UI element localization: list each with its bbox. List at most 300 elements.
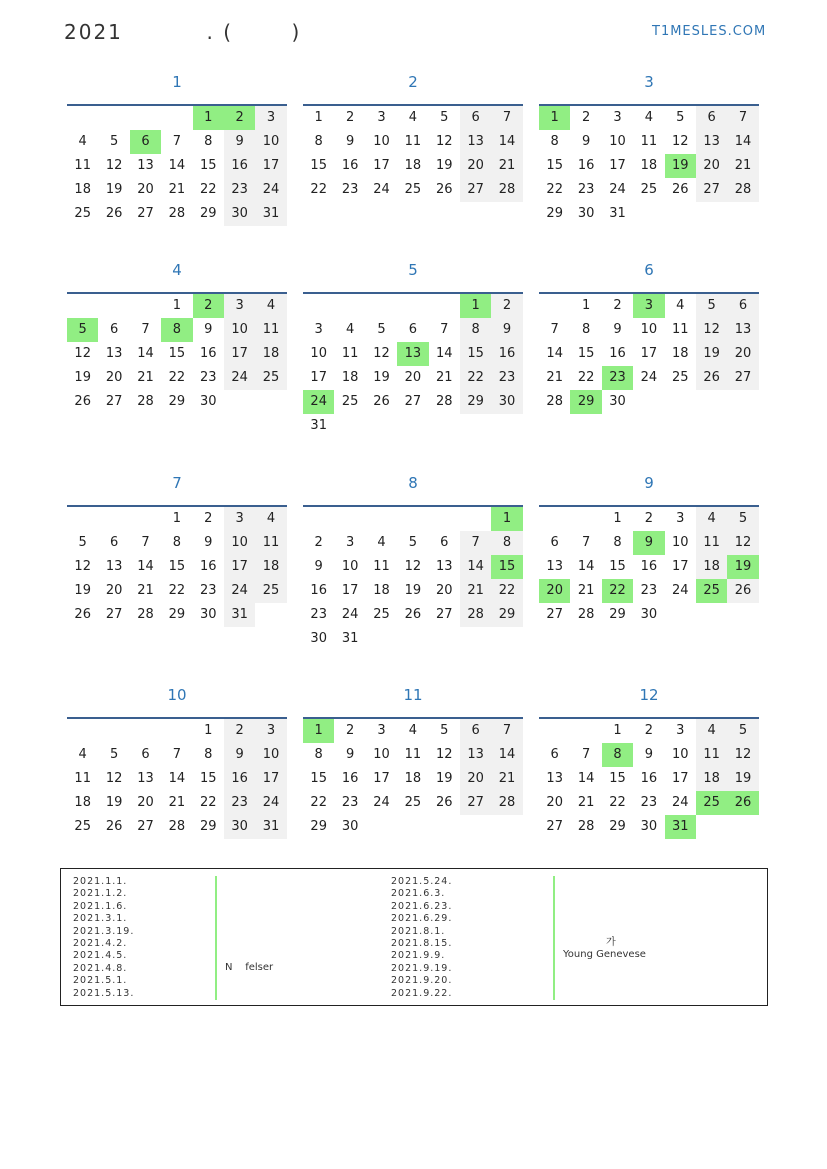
- day-cell[interactable]: 4: [255, 294, 286, 318]
- day-cell[interactable]: 21: [577, 583, 595, 598]
- day-cell[interactable]: 12: [435, 747, 453, 762]
- day-cell[interactable]: 4: [377, 535, 386, 550]
- day-cell[interactable]: 13: [435, 559, 453, 574]
- day-cell[interactable]: 15: [310, 771, 327, 786]
- day-cell[interactable]: 25: [74, 206, 91, 221]
- day-cell[interactable]: 16: [640, 771, 658, 786]
- day-cell[interactable]: 2: [224, 719, 255, 743]
- day-cell[interactable]: 11: [255, 531, 286, 555]
- day-cell[interactable]: 24: [609, 182, 626, 197]
- day-cell[interactable]: 15: [168, 559, 186, 574]
- day-cell[interactable]: 30: [640, 607, 658, 622]
- day-cell[interactable]: 9: [613, 322, 622, 337]
- day-cell[interactable]: 7: [727, 106, 758, 130]
- day-cell[interactable]: 31: [255, 815, 286, 839]
- day-cell[interactable]: 17: [373, 771, 390, 786]
- day-cell[interactable]: 2: [345, 110, 355, 125]
- day-cell[interactable]: 29: [491, 603, 522, 627]
- day-cell[interactable]: 7: [141, 535, 150, 550]
- day-cell[interactable]: 21: [137, 583, 154, 598]
- day-cell[interactable]: 1: [172, 511, 181, 526]
- day-cell[interactable]: 20: [460, 154, 491, 178]
- day-cell[interactable]: 1: [193, 106, 224, 130]
- day-cell[interactable]: 26: [105, 206, 123, 221]
- day-cell[interactable]: 14: [460, 555, 491, 579]
- day-cell[interactable]: 22: [460, 366, 491, 390]
- day-cell[interactable]: 18: [404, 771, 422, 786]
- day-cell[interactable]: 15: [310, 158, 327, 173]
- day-cell[interactable]: 19: [696, 342, 727, 366]
- day-cell[interactable]: 25: [696, 579, 727, 603]
- day-cell[interactable]: 4: [345, 322, 355, 337]
- day-cell[interactable]: 20: [105, 583, 123, 598]
- day-cell[interactable]: 5: [696, 294, 727, 318]
- day-cell[interactable]: 13: [105, 346, 123, 361]
- day-cell[interactable]: 9: [314, 559, 323, 574]
- day-cell[interactable]: 31: [255, 202, 286, 226]
- day-cell[interactable]: 6: [460, 719, 491, 743]
- day-cell[interactable]: 9: [491, 318, 522, 342]
- day-cell[interactable]: 14: [168, 771, 186, 786]
- day-cell[interactable]: 14: [168, 158, 186, 173]
- day-cell[interactable]: 10: [224, 531, 255, 555]
- day-cell[interactable]: 19: [435, 771, 453, 786]
- day-cell[interactable]: 13: [460, 743, 491, 767]
- day-cell[interactable]: 7: [491, 106, 522, 130]
- day-cell[interactable]: 24: [373, 182, 390, 197]
- day-cell[interactable]: 25: [640, 182, 658, 197]
- day-cell[interactable]: 8: [204, 134, 213, 149]
- day-cell[interactable]: 29: [310, 819, 327, 834]
- day-cell[interactable]: 29: [546, 206, 563, 221]
- day-cell[interactable]: 24: [303, 390, 334, 414]
- day-cell[interactable]: 13: [105, 559, 123, 574]
- day-cell[interactable]: 27: [137, 819, 154, 834]
- day-cell[interactable]: 20: [404, 370, 422, 385]
- day-cell[interactable]: 8: [460, 318, 491, 342]
- day-cell[interactable]: 29: [168, 607, 186, 622]
- day-cell[interactable]: 17: [310, 370, 327, 385]
- day-cell[interactable]: 19: [74, 583, 91, 598]
- day-cell[interactable]: 21: [168, 182, 186, 197]
- day-cell[interactable]: 26: [671, 182, 689, 197]
- day-cell[interactable]: 28: [168, 206, 186, 221]
- day-cell[interactable]: 4: [408, 110, 417, 125]
- day-cell[interactable]: 8: [581, 322, 591, 337]
- day-cell[interactable]: 4: [255, 507, 286, 531]
- day-cell[interactable]: 29: [168, 394, 186, 409]
- day-cell[interactable]: 6: [696, 106, 727, 130]
- day-cell[interactable]: 25: [404, 795, 422, 810]
- day-cell[interactable]: 17: [671, 771, 689, 786]
- day-cell[interactable]: 2: [314, 535, 323, 550]
- day-cell[interactable]: 14: [577, 771, 595, 786]
- day-cell[interactable]: 21: [460, 579, 491, 603]
- day-cell[interactable]: 18: [341, 370, 359, 385]
- day-cell[interactable]: 13: [460, 130, 491, 154]
- day-cell[interactable]: 3: [676, 511, 685, 526]
- day-cell[interactable]: 7: [581, 535, 591, 550]
- day-cell[interactable]: 10: [640, 322, 658, 337]
- day-cell[interactable]: 18: [671, 346, 689, 361]
- day-cell[interactable]: 16: [199, 346, 217, 361]
- day-cell[interactable]: 12: [671, 134, 689, 149]
- day-cell[interactable]: 2: [644, 723, 653, 738]
- day-cell[interactable]: 16: [491, 342, 522, 366]
- day-cell[interactable]: 2: [613, 298, 622, 313]
- day-cell[interactable]: 17: [640, 346, 658, 361]
- day-cell[interactable]: 16: [341, 158, 359, 173]
- day-cell[interactable]: 21: [137, 370, 154, 385]
- day-cell[interactable]: 6: [130, 130, 161, 154]
- day-cell[interactable]: 27: [460, 791, 491, 815]
- day-cell[interactable]: 31: [665, 815, 696, 839]
- day-cell[interactable]: 28: [460, 603, 491, 627]
- day-cell[interactable]: 12: [696, 318, 727, 342]
- day-cell[interactable]: 16: [577, 158, 595, 173]
- day-cell[interactable]: 9: [224, 743, 255, 767]
- day-cell[interactable]: 2: [644, 511, 653, 526]
- day-cell[interactable]: 1: [491, 507, 522, 531]
- day-cell[interactable]: 6: [550, 535, 559, 550]
- day-cell[interactable]: 16: [341, 771, 359, 786]
- day-cell[interactable]: 29: [460, 390, 491, 414]
- day-cell[interactable]: 26: [435, 795, 453, 810]
- day-cell[interactable]: 5: [676, 110, 685, 125]
- day-cell[interactable]: 15: [199, 158, 217, 173]
- day-cell[interactable]: 21: [546, 370, 563, 385]
- day-cell[interactable]: 26: [74, 607, 91, 622]
- day-cell[interactable]: 24: [671, 583, 689, 598]
- day-cell[interactable]: 28: [491, 791, 522, 815]
- day-cell[interactable]: 3: [255, 719, 286, 743]
- day-cell[interactable]: 24: [341, 607, 359, 622]
- day-cell[interactable]: 20: [137, 182, 154, 197]
- day-cell[interactable]: 12: [105, 158, 123, 173]
- day-cell[interactable]: 8: [314, 134, 323, 149]
- day-cell[interactable]: 8: [172, 535, 181, 550]
- day-cell[interactable]: 6: [727, 294, 758, 318]
- day-cell[interactable]: 11: [404, 747, 422, 762]
- day-cell[interactable]: 14: [546, 346, 563, 361]
- day-cell[interactable]: 5: [78, 535, 87, 550]
- day-cell[interactable]: 15: [491, 555, 522, 579]
- day-cell[interactable]: 13: [546, 559, 563, 574]
- day-cell[interactable]: 16: [199, 559, 217, 574]
- day-cell[interactable]: 20: [727, 342, 758, 366]
- day-cell[interactable]: 10: [310, 346, 327, 361]
- day-cell[interactable]: 29: [609, 819, 626, 834]
- day-cell[interactable]: 22: [602, 579, 633, 603]
- day-cell[interactable]: 11: [696, 743, 727, 767]
- day-cell[interactable]: 22: [199, 182, 217, 197]
- day-cell[interactable]: 26: [373, 394, 390, 409]
- day-cell[interactable]: 11: [640, 134, 658, 149]
- day-cell[interactable]: 7: [440, 322, 449, 337]
- day-cell[interactable]: 20: [137, 795, 154, 810]
- day-cell[interactable]: 14: [577, 559, 595, 574]
- day-cell[interactable]: 24: [255, 791, 286, 815]
- day-cell[interactable]: 6: [141, 747, 150, 762]
- day-cell[interactable]: 18: [373, 583, 390, 598]
- day-cell[interactable]: 13: [727, 318, 758, 342]
- day-cell[interactable]: 25: [696, 791, 727, 815]
- day-cell[interactable]: 31: [341, 631, 359, 646]
- day-cell[interactable]: 29: [199, 206, 217, 221]
- day-cell[interactable]: 12: [74, 559, 91, 574]
- day-cell[interactable]: 30: [640, 819, 658, 834]
- day-cell[interactable]: 2: [193, 294, 224, 318]
- day-cell[interactable]: 1: [613, 723, 622, 738]
- day-cell[interactable]: 4: [696, 719, 727, 743]
- day-cell[interactable]: 27: [460, 178, 491, 202]
- day-cell[interactable]: 17: [224, 342, 255, 366]
- day-cell[interactable]: 27: [546, 607, 563, 622]
- day-cell[interactable]: 20: [435, 583, 453, 598]
- day-cell[interactable]: 28: [435, 394, 453, 409]
- day-cell[interactable]: 12: [404, 559, 422, 574]
- day-cell[interactable]: 5: [727, 719, 758, 743]
- day-cell[interactable]: 8: [491, 531, 522, 555]
- day-cell[interactable]: 27: [105, 607, 123, 622]
- day-cell[interactable]: 28: [137, 394, 154, 409]
- day-cell[interactable]: 24: [224, 366, 255, 390]
- day-cell[interactable]: 24: [671, 795, 689, 810]
- day-cell[interactable]: 7: [550, 322, 559, 337]
- day-cell[interactable]: 9: [204, 322, 213, 337]
- day-cell[interactable]: 6: [550, 747, 559, 762]
- day-cell[interactable]: 27: [727, 366, 758, 390]
- day-cell[interactable]: 23: [577, 182, 595, 197]
- day-cell[interactable]: 6: [109, 322, 119, 337]
- day-cell[interactable]: 26: [435, 182, 453, 197]
- day-cell[interactable]: 29: [570, 390, 601, 414]
- day-cell[interactable]: 1: [613, 511, 622, 526]
- brand-logo-text[interactable]: T1MESLES.COM: [652, 24, 767, 39]
- day-cell[interactable]: 28: [577, 819, 595, 834]
- day-cell[interactable]: 20: [539, 579, 570, 603]
- day-cell[interactable]: 15: [546, 158, 563, 173]
- day-cell[interactable]: 13: [546, 771, 563, 786]
- day-cell[interactable]: 16: [609, 346, 626, 361]
- day-cell[interactable]: 30: [224, 815, 255, 839]
- day-cell[interactable]: 19: [727, 555, 758, 579]
- day-cell[interactable]: 7: [172, 134, 181, 149]
- day-cell[interactable]: 17: [373, 158, 390, 173]
- day-cell[interactable]: 18: [255, 342, 286, 366]
- day-cell[interactable]: 4: [676, 298, 685, 313]
- day-cell[interactable]: 17: [609, 158, 626, 173]
- day-cell[interactable]: 23: [310, 607, 327, 622]
- day-cell[interactable]: 10: [373, 747, 390, 762]
- day-cell[interactable]: 9: [224, 130, 255, 154]
- day-cell[interactable]: 9: [345, 747, 355, 762]
- day-cell[interactable]: 23: [491, 366, 522, 390]
- day-cell[interactable]: 14: [491, 130, 522, 154]
- day-cell[interactable]: 23: [341, 182, 359, 197]
- day-cell[interactable]: 7: [491, 719, 522, 743]
- day-cell[interactable]: 28: [727, 178, 758, 202]
- day-cell[interactable]: 11: [671, 322, 689, 337]
- day-cell[interactable]: 22: [168, 370, 186, 385]
- day-cell[interactable]: 4: [696, 507, 727, 531]
- day-cell[interactable]: 12: [727, 743, 758, 767]
- day-cell[interactable]: 9: [644, 747, 653, 762]
- day-cell[interactable]: 18: [74, 182, 91, 197]
- day-cell[interactable]: 21: [491, 767, 522, 791]
- day-cell[interactable]: 23: [224, 178, 255, 202]
- day-cell[interactable]: 30: [577, 206, 595, 221]
- day-cell[interactable]: 27: [696, 178, 727, 202]
- day-cell[interactable]: 23: [224, 791, 255, 815]
- day-cell[interactable]: 22: [491, 579, 522, 603]
- day-cell[interactable]: 9: [204, 535, 213, 550]
- day-cell[interactable]: 10: [671, 747, 689, 762]
- day-cell[interactable]: 11: [341, 346, 359, 361]
- day-cell[interactable]: 19: [74, 370, 91, 385]
- day-cell[interactable]: 22: [310, 795, 327, 810]
- day-cell[interactable]: 2: [581, 110, 591, 125]
- day-cell[interactable]: 21: [491, 154, 522, 178]
- day-cell[interactable]: 21: [168, 795, 186, 810]
- day-cell[interactable]: 17: [224, 555, 255, 579]
- day-cell[interactable]: 23: [640, 795, 658, 810]
- day-cell[interactable]: 2: [345, 723, 355, 738]
- day-cell[interactable]: 8: [204, 747, 213, 762]
- day-cell[interactable]: 8: [161, 318, 192, 342]
- day-cell[interactable]: 14: [137, 346, 154, 361]
- day-cell[interactable]: 1: [314, 110, 323, 125]
- day-cell[interactable]: 3: [676, 723, 685, 738]
- day-cell[interactable]: 12: [74, 346, 91, 361]
- day-cell[interactable]: 28: [137, 607, 154, 622]
- day-cell[interactable]: 22: [199, 795, 217, 810]
- day-cell[interactable]: 2: [491, 294, 522, 318]
- day-cell[interactable]: 31: [224, 603, 255, 627]
- day-cell[interactable]: 3: [224, 507, 255, 531]
- day-cell[interactable]: 24: [255, 178, 286, 202]
- day-cell[interactable]: 4: [644, 110, 653, 125]
- day-cell[interactable]: 11: [696, 531, 727, 555]
- day-cell[interactable]: 11: [74, 158, 91, 173]
- day-cell[interactable]: 3: [633, 294, 664, 318]
- day-cell[interactable]: 16: [310, 583, 327, 598]
- day-cell[interactable]: 18: [404, 158, 422, 173]
- day-cell[interactable]: 19: [105, 182, 123, 197]
- day-cell[interactable]: 30: [609, 394, 626, 409]
- day-cell[interactable]: 16: [640, 559, 658, 574]
- day-cell[interactable]: 27: [404, 394, 422, 409]
- day-cell[interactable]: 22: [546, 182, 563, 197]
- day-cell[interactable]: 3: [224, 294, 255, 318]
- day-cell[interactable]: 1: [172, 298, 181, 313]
- day-cell[interactable]: 13: [696, 130, 727, 154]
- day-cell[interactable]: 15: [609, 771, 626, 786]
- day-cell[interactable]: 8: [602, 743, 633, 767]
- day-cell[interactable]: 5: [67, 318, 98, 342]
- day-cell[interactable]: 26: [727, 579, 758, 603]
- day-cell[interactable]: 21: [577, 795, 595, 810]
- day-cell[interactable]: 15: [577, 346, 595, 361]
- day-cell[interactable]: 25: [404, 182, 422, 197]
- day-cell[interactable]: 22: [310, 182, 327, 197]
- day-cell[interactable]: 14: [491, 743, 522, 767]
- day-cell[interactable]: 4: [408, 723, 417, 738]
- day-cell[interactable]: 5: [440, 110, 449, 125]
- day-cell[interactable]: 24: [640, 370, 658, 385]
- day-cell[interactable]: 10: [224, 318, 255, 342]
- day-cell[interactable]: 28: [546, 394, 563, 409]
- day-cell[interactable]: 29: [609, 607, 626, 622]
- day-cell[interactable]: 1: [539, 106, 570, 130]
- day-cell[interactable]: 6: [460, 106, 491, 130]
- day-cell[interactable]: 26: [696, 366, 727, 390]
- day-cell[interactable]: 6: [408, 322, 417, 337]
- day-cell[interactable]: 28: [168, 819, 186, 834]
- day-cell[interactable]: 7: [141, 322, 150, 337]
- day-cell[interactable]: 25: [671, 370, 689, 385]
- day-cell[interactable]: 14: [435, 346, 453, 361]
- day-cell[interactable]: 12: [727, 531, 758, 555]
- day-cell[interactable]: 5: [377, 322, 386, 337]
- day-cell[interactable]: 17: [255, 154, 286, 178]
- day-cell[interactable]: 30: [341, 819, 359, 834]
- day-cell[interactable]: 6: [109, 535, 119, 550]
- day-cell[interactable]: 30: [199, 607, 217, 622]
- day-cell[interactable]: 21: [727, 154, 758, 178]
- day-cell[interactable]: 19: [404, 583, 422, 598]
- day-cell[interactable]: 12: [435, 134, 453, 149]
- day-cell[interactable]: 21: [435, 370, 453, 385]
- day-cell[interactable]: 12: [105, 771, 123, 786]
- day-cell[interactable]: 19: [373, 370, 390, 385]
- day-cell[interactable]: 14: [137, 559, 154, 574]
- day-cell[interactable]: 2: [224, 106, 255, 130]
- day-cell[interactable]: 1: [204, 723, 213, 738]
- day-cell[interactable]: 10: [609, 134, 626, 149]
- day-cell[interactable]: 18: [640, 158, 658, 173]
- day-cell[interactable]: 10: [255, 743, 286, 767]
- day-cell[interactable]: 1: [303, 719, 334, 743]
- day-cell[interactable]: 5: [109, 134, 119, 149]
- day-cell[interactable]: 30: [224, 202, 255, 226]
- day-cell[interactable]: 30: [199, 394, 217, 409]
- day-cell[interactable]: 23: [640, 583, 658, 598]
- day-cell[interactable]: 13: [137, 771, 154, 786]
- day-cell[interactable]: 29: [199, 819, 217, 834]
- day-cell[interactable]: 13: [137, 158, 154, 173]
- day-cell[interactable]: 6: [440, 535, 449, 550]
- day-cell[interactable]: 28: [577, 607, 595, 622]
- day-cell[interactable]: 27: [435, 607, 453, 622]
- day-cell[interactable]: 20: [546, 795, 563, 810]
- day-cell[interactable]: 7: [581, 747, 591, 762]
- day-cell[interactable]: 8: [550, 134, 559, 149]
- day-cell[interactable]: 3: [377, 110, 386, 125]
- day-cell[interactable]: 26: [105, 819, 123, 834]
- day-cell[interactable]: 20: [460, 767, 491, 791]
- day-cell[interactable]: 25: [74, 819, 91, 834]
- day-cell[interactable]: 31: [310, 418, 327, 433]
- day-cell[interactable]: 3: [613, 110, 622, 125]
- day-cell[interactable]: 11: [373, 559, 390, 574]
- day-cell[interactable]: 16: [224, 154, 255, 178]
- day-cell[interactable]: 22: [168, 583, 186, 598]
- day-cell[interactable]: 10: [255, 130, 286, 154]
- day-cell[interactable]: 17: [341, 583, 359, 598]
- day-cell[interactable]: 15: [609, 559, 626, 574]
- day-cell[interactable]: 30: [491, 390, 522, 414]
